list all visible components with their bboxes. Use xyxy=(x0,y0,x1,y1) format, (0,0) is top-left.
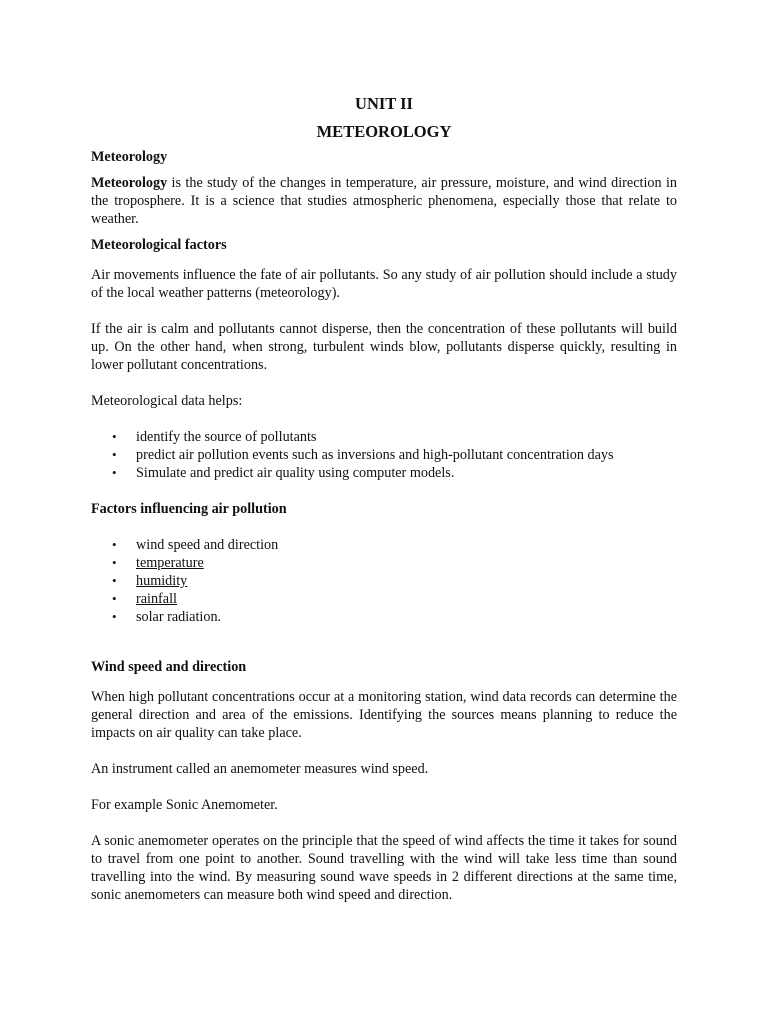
meteorological-factors-heading: Meteorological factors xyxy=(91,237,227,253)
meteorology-heading: Meteorology xyxy=(91,149,168,165)
page-title: METEOROLOGY xyxy=(316,122,452,141)
bullet-icon: • xyxy=(112,429,117,444)
list-item xyxy=(91,554,677,572)
humidity-link[interactable]: humidity xyxy=(136,573,188,589)
factors-paragraph-1: Air movements influence the fate of air pollutants. So any study of air pollution should include a study of the local weather patterns (meteorology). xyxy=(91,267,677,301)
bullet-icon: • xyxy=(112,465,117,480)
wind-paragraph-3: For example Sonic Anemometer. xyxy=(91,797,278,813)
list-item xyxy=(91,590,677,608)
bullet-icon: • xyxy=(112,555,117,570)
list-item: • Simulate and predict air quality using computer models. xyxy=(112,465,455,481)
list-item xyxy=(91,572,677,590)
factors-paragraph-3: Meteorological data helps: xyxy=(91,393,243,409)
factors-paragraph-2: If the air is calm and pollutants cannot disperse, then the concentration of these pollutants will build up. On the other hand, when strong, turbulent winds blow, pollutants disperse quickly, resulting in lower pollutant concentrations. xyxy=(91,321,677,373)
wind-paragraph-4: A sonic anemometer operates on the principle that the speed of wind affects the time it takes for sound to travel from one point to another. Sound travelling with the wind will take less time than sound travelling into the wind. By measuring sound wave speeds in 2 different directions at the same time, sonic anemometers can measure both wind speed and direction. xyxy=(91,833,677,903)
list-item: • solar radiation. xyxy=(112,609,222,625)
unit-title: UNIT II xyxy=(355,94,413,113)
meteorology-definition xyxy=(91,174,677,228)
meteorology-definition-text: is the study of the changes in temperature, air pressure, moisture, and wind direction in the troposphere. It is a science that studies atmospheric phenomena, especially those that relate to weather. xyxy=(91,175,677,227)
list-item: • identify the source of pollutants xyxy=(112,429,317,445)
wind-paragraph-1: When high pollutant concentrations occur at a monitoring station, wind data records can determine the general direction and area of the emissions. Identifying the sources means planning to reduce the impacts on air quality can take place. xyxy=(91,689,677,741)
rainfall-link[interactable]: rainfall xyxy=(136,591,177,607)
influencing-factors-list xyxy=(91,536,677,626)
factors-influencing-heading: Factors influencing air pollution xyxy=(91,501,287,517)
document-page xyxy=(91,94,677,904)
wind-paragraph-2: An instrument called an anemometer measures wind speed. xyxy=(91,761,429,777)
wind-speed-heading: Wind speed and direction xyxy=(91,659,247,675)
bullet-icon: • xyxy=(112,573,117,588)
meteorology-term: Meteorology xyxy=(91,175,168,191)
bullet-icon: • xyxy=(112,609,117,624)
temperature-link[interactable]: temperature xyxy=(136,555,204,571)
bullet-icon: • xyxy=(112,537,117,552)
bullet-icon: • xyxy=(112,447,117,462)
list-item: • predict air pollution events such as inversions and high-pollutant concentration days xyxy=(112,447,614,463)
data-helps-list xyxy=(91,428,677,482)
bullet-icon: • xyxy=(112,591,117,606)
list-item: • wind speed and direction xyxy=(112,537,279,553)
